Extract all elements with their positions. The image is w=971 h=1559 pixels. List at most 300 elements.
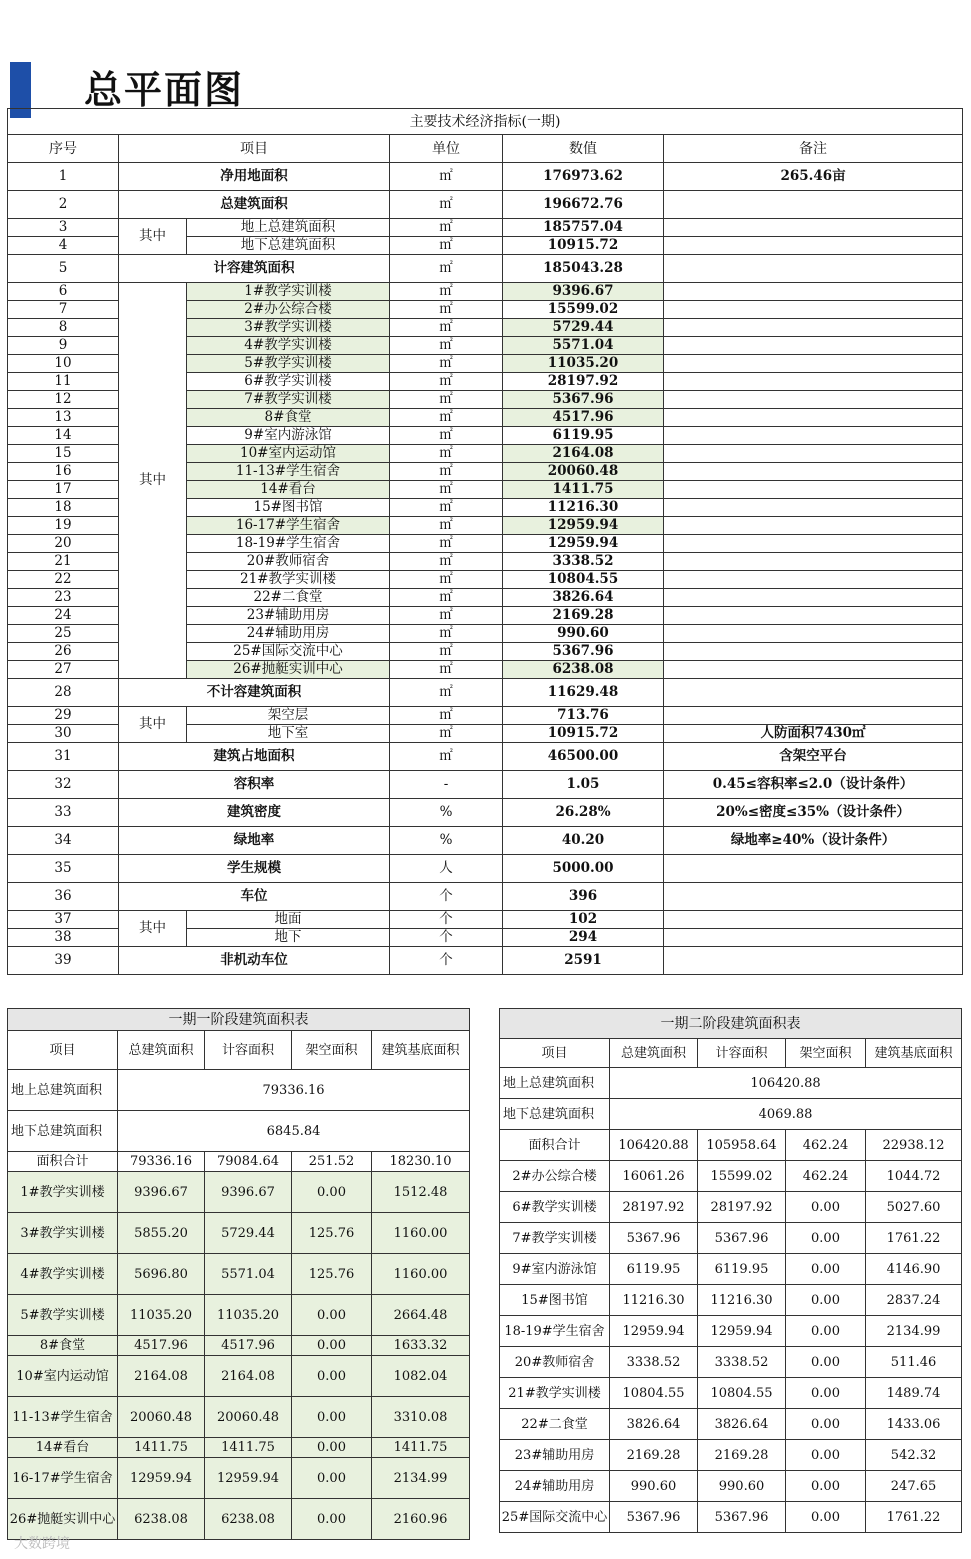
area-jidi: 511.46 <box>866 1347 962 1378</box>
value-cell: 185043.28 <box>503 255 664 283</box>
value-cell: 28197.92 <box>503 373 664 391</box>
building-name: 26#抛艇实训中心 <box>8 1499 118 1540</box>
item-name: 18-19#学生宿舍 <box>187 535 390 553</box>
row-number: 14 <box>8 427 119 445</box>
area-jidi: 1160.00 <box>372 1254 470 1295</box>
value-cell: 2169.28 <box>503 607 664 625</box>
row-number: 26 <box>8 643 119 661</box>
building-name: 20#教师宿舍 <box>500 1347 610 1378</box>
sum-total: 79336.16 <box>118 1152 205 1172</box>
note-cell <box>664 319 963 337</box>
below-ground-label: 地下总建筑面积 <box>8 1111 118 1152</box>
below-ground-label: 地下总建筑面积 <box>500 1099 610 1130</box>
area-jirong: 5367.96 <box>698 1502 786 1533</box>
unit-cell: ㎡ <box>390 643 503 661</box>
value-cell: 12959.94 <box>503 535 664 553</box>
item-name: 14#看台 <box>187 481 390 499</box>
unit-cell: ㎡ <box>390 725 503 743</box>
table-row <box>8 1152 470 1172</box>
value-cell: 10915.72 <box>503 725 664 743</box>
table-row <box>8 799 963 827</box>
table-row <box>8 255 963 283</box>
header-cell: 计容面积 <box>698 1039 786 1068</box>
table-row <box>8 135 963 163</box>
value-cell: 713.76 <box>503 707 664 725</box>
table-row <box>500 1378 962 1409</box>
item-name: 26#抛艇实训中心 <box>187 661 390 679</box>
area-jiakong: 0.00 <box>786 1285 866 1316</box>
header-cell: 项目 <box>8 1031 118 1070</box>
table-row <box>8 1213 470 1254</box>
note-cell <box>664 589 963 607</box>
sum-label: 面积合计 <box>500 1130 610 1161</box>
header-cell: 项目 <box>500 1039 610 1068</box>
item-name: 车位 <box>119 883 390 911</box>
table-row <box>8 911 963 929</box>
area-jidi: 1761.22 <box>866 1502 962 1533</box>
item-name: 容积率 <box>119 771 390 799</box>
note-cell <box>664 661 963 679</box>
table-row <box>500 1471 962 1502</box>
unit-cell: 人 <box>390 855 503 883</box>
note-cell <box>664 535 963 553</box>
note-cell <box>664 707 963 725</box>
area-total: 16061.26 <box>610 1161 698 1192</box>
note-cell <box>664 947 963 975</box>
unit-cell: 个 <box>390 947 503 975</box>
value-cell: 12959.94 <box>503 517 664 535</box>
item-name: 16-17#学生宿舍 <box>187 517 390 535</box>
row-number: 22 <box>8 571 119 589</box>
value-cell: 11035.20 <box>503 355 664 373</box>
unit-cell: ㎡ <box>390 499 503 517</box>
note-cell <box>664 409 963 427</box>
area-jirong: 12959.94 <box>205 1458 292 1499</box>
table-row <box>500 1347 962 1378</box>
area-jirong: 5571.04 <box>205 1254 292 1295</box>
value-cell: 5729.44 <box>503 319 664 337</box>
table-title: 一期一阶段建筑面积表 <box>8 1009 470 1031</box>
row-number: 1 <box>8 163 119 191</box>
area-jiakong: 0.00 <box>786 1223 866 1254</box>
value-cell: 1411.75 <box>503 481 664 499</box>
above-ground-value: 79336.16 <box>118 1070 470 1111</box>
unit-cell: ㎡ <box>390 427 503 445</box>
row-number: 25 <box>8 625 119 643</box>
table-row <box>8 743 963 771</box>
area-jiakong: 0.00 <box>786 1254 866 1285</box>
note-cell <box>664 929 963 947</box>
table-row <box>8 1397 470 1438</box>
area-total: 5367.96 <box>610 1502 698 1533</box>
row-number: 37 <box>8 911 119 929</box>
area-jirong: 6119.95 <box>698 1254 786 1285</box>
table-row <box>500 1039 962 1068</box>
area-jirong: 1411.75 <box>205 1438 292 1458</box>
value-cell: 1.05 <box>503 771 664 799</box>
phase1-area-table <box>7 1008 470 1540</box>
unit-cell: ㎡ <box>390 337 503 355</box>
table-row <box>8 1031 470 1070</box>
row-number: 29 <box>8 707 119 725</box>
area-total: 6238.08 <box>118 1499 205 1540</box>
note-cell: 人防面积7430㎡ <box>664 725 963 743</box>
item-name: 8#食堂 <box>187 409 390 427</box>
unit-cell: ㎡ <box>390 589 503 607</box>
header-cell: 架空面积 <box>786 1039 866 1068</box>
table-row <box>500 1068 962 1099</box>
note-cell: 含架空平台 <box>664 743 963 771</box>
area-jirong: 9396.67 <box>205 1172 292 1213</box>
building-name: 1#教学实训楼 <box>8 1172 118 1213</box>
area-total: 12959.94 <box>118 1458 205 1499</box>
note-cell <box>664 883 963 911</box>
note-cell <box>664 283 963 301</box>
note-cell <box>664 679 963 707</box>
area-jidi: 5027.60 <box>866 1192 962 1223</box>
item-name: 地下总建筑面积 <box>187 237 390 255</box>
unit-cell: % <box>390 799 503 827</box>
unit-cell: % <box>390 827 503 855</box>
item-name: 学生规模 <box>119 855 390 883</box>
area-total: 20060.48 <box>118 1397 205 1438</box>
group-label: 其中 <box>119 707 187 743</box>
area-jiakong: 0.00 <box>786 1440 866 1471</box>
row-number: 10 <box>8 355 119 373</box>
value-cell: 26.28% <box>503 799 664 827</box>
table-title: 一期二阶段建筑面积表 <box>500 1009 962 1039</box>
area-jidi: 1411.75 <box>372 1438 470 1458</box>
table-row <box>500 1130 962 1161</box>
table-row <box>8 855 963 883</box>
area-total: 2169.28 <box>610 1440 698 1471</box>
area-jiakong: 0.00 <box>786 1378 866 1409</box>
area-jidi: 2664.48 <box>372 1295 470 1336</box>
row-number: 9 <box>8 337 119 355</box>
area-jiakong: 0.00 <box>786 1192 866 1223</box>
item-name: 22#二食堂 <box>187 589 390 607</box>
area-jidi: 1512.48 <box>372 1172 470 1213</box>
note-cell <box>664 607 963 625</box>
building-name: 5#教学实训楼 <box>8 1295 118 1336</box>
row-number: 8 <box>8 319 119 337</box>
value-cell: 176973.62 <box>503 163 664 191</box>
table-row <box>500 1009 962 1039</box>
row-number: 38 <box>8 929 119 947</box>
building-name: 23#辅助用房 <box>500 1440 610 1471</box>
building-name: 7#教学实训楼 <box>500 1223 610 1254</box>
area-jiakong: 0.00 <box>786 1409 866 1440</box>
item-name: 净用地面积 <box>119 163 390 191</box>
item-name: 2#办公综合楼 <box>187 301 390 319</box>
note-cell: 20%≤密度≤35%（设计条件） <box>664 799 963 827</box>
sum-jiakong: 251.52 <box>292 1152 372 1172</box>
table-row <box>500 1409 962 1440</box>
note-cell <box>664 445 963 463</box>
area-jidi: 1044.72 <box>866 1161 962 1192</box>
value-cell: 5367.96 <box>503 391 664 409</box>
area-jidi: 1489.74 <box>866 1378 962 1409</box>
group-label: 其中 <box>119 283 187 679</box>
note-cell <box>664 855 963 883</box>
area-jiakong: 0.00 <box>786 1316 866 1347</box>
area-jiakong: 0.00 <box>292 1295 372 1336</box>
area-jirong: 11035.20 <box>205 1295 292 1336</box>
area-jiakong: 125.76 <box>292 1254 372 1295</box>
building-name: 25#国际交流中心 <box>500 1502 610 1533</box>
item-name: 11-13#学生宿舍 <box>187 463 390 481</box>
area-jirong: 5729.44 <box>205 1213 292 1254</box>
value-cell: 20060.48 <box>503 463 664 481</box>
header-note: 备注 <box>664 135 963 163</box>
above-ground-label: 地上总建筑面积 <box>8 1070 118 1111</box>
table-row <box>8 1009 470 1031</box>
header-cell: 建筑基底面积 <box>866 1039 962 1068</box>
table-row <box>500 1192 962 1223</box>
area-total: 9396.67 <box>118 1172 205 1213</box>
area-jiakong: 0.00 <box>292 1397 372 1438</box>
area-total: 2164.08 <box>118 1356 205 1397</box>
item-name: 3#教学实训楼 <box>187 319 390 337</box>
area-jidi: 2134.99 <box>372 1458 470 1499</box>
unit-cell: ㎡ <box>390 237 503 255</box>
value-cell: 5000.00 <box>503 855 664 883</box>
value-cell: 3826.64 <box>503 589 664 607</box>
unit-cell: ㎡ <box>390 319 503 337</box>
area-jirong: 3338.52 <box>698 1347 786 1378</box>
row-number: 3 <box>8 219 119 237</box>
row-number: 13 <box>8 409 119 427</box>
row-number: 35 <box>8 855 119 883</box>
unit-cell: ㎡ <box>390 661 503 679</box>
area-jirong: 2164.08 <box>205 1356 292 1397</box>
sum-label: 面积合计 <box>8 1152 118 1172</box>
unit-cell: ㎡ <box>390 391 503 409</box>
area-jiakong: 0.00 <box>786 1347 866 1378</box>
item-name: 15#图书馆 <box>187 499 390 517</box>
building-name: 22#二食堂 <box>500 1409 610 1440</box>
area-total: 5367.96 <box>610 1223 698 1254</box>
value-cell: 6238.08 <box>503 661 664 679</box>
item-name: 地面 <box>187 911 390 929</box>
above-ground-value: 106420.88 <box>610 1068 962 1099</box>
area-total: 28197.92 <box>610 1192 698 1223</box>
area-total: 3826.64 <box>610 1409 698 1440</box>
above-ground-label: 地上总建筑面积 <box>500 1068 610 1099</box>
table-row <box>8 883 963 911</box>
area-total: 11035.20 <box>118 1295 205 1336</box>
group-label: 其中 <box>119 219 187 255</box>
unit-cell: 个 <box>390 883 503 911</box>
note-cell: 265.46亩 <box>664 163 963 191</box>
area-jirong: 10804.55 <box>698 1378 786 1409</box>
table-row <box>8 163 963 191</box>
note-cell <box>664 391 963 409</box>
note-cell <box>664 911 963 929</box>
row-number: 19 <box>8 517 119 535</box>
note-cell <box>664 337 963 355</box>
row-number: 27 <box>8 661 119 679</box>
building-name: 11-13#学生宿舍 <box>8 1397 118 1438</box>
area-total: 10804.55 <box>610 1378 698 1409</box>
note-cell <box>664 553 963 571</box>
sum-jirong: 105958.64 <box>698 1130 786 1161</box>
unit-cell: - <box>390 771 503 799</box>
row-number: 34 <box>8 827 119 855</box>
note-cell <box>664 463 963 481</box>
table-row <box>500 1223 962 1254</box>
table-row <box>8 1254 470 1295</box>
table-row <box>8 1295 470 1336</box>
note-cell: 绿地率≥40%（设计条件） <box>664 827 963 855</box>
item-name: 建筑密度 <box>119 799 390 827</box>
item-name: 9#室内游泳馆 <box>187 427 390 445</box>
table-row <box>8 1499 470 1540</box>
item-name: 计容建筑面积 <box>119 255 390 283</box>
area-jirong: 4517.96 <box>205 1336 292 1356</box>
value-cell: 9396.67 <box>503 283 664 301</box>
row-number: 15 <box>8 445 119 463</box>
area-jirong: 2169.28 <box>698 1440 786 1471</box>
area-jirong: 3826.64 <box>698 1409 786 1440</box>
area-jidi: 4146.90 <box>866 1254 962 1285</box>
area-jiakong: 0.00 <box>292 1499 372 1540</box>
unit-cell: ㎡ <box>390 679 503 707</box>
table-row <box>8 1070 470 1111</box>
table-row <box>8 1336 470 1356</box>
value-cell: 3338.52 <box>503 553 664 571</box>
building-name: 18-19#学生宿舍 <box>500 1316 610 1347</box>
table-row <box>8 707 963 725</box>
group-label: 其中 <box>119 911 187 947</box>
unit-cell: ㎡ <box>390 409 503 427</box>
value-cell: 185757.04 <box>503 219 664 237</box>
item-name: 地上总建筑面积 <box>187 219 390 237</box>
area-jidi: 1633.32 <box>372 1336 470 1356</box>
note-cell <box>664 427 963 445</box>
area-jidi: 1761.22 <box>866 1223 962 1254</box>
row-number: 18 <box>8 499 119 517</box>
value-cell: 294 <box>503 929 664 947</box>
area-jidi: 2837.24 <box>866 1285 962 1316</box>
unit-cell: ㎡ <box>390 535 503 553</box>
value-cell: 102 <box>503 911 664 929</box>
table-row <box>500 1440 962 1471</box>
row-number: 2 <box>8 191 119 219</box>
header-unit: 单位 <box>390 135 503 163</box>
value-cell: 4517.96 <box>503 409 664 427</box>
row-number: 16 <box>8 463 119 481</box>
table-row <box>8 1172 470 1213</box>
item-name: 10#室内运动馆 <box>187 445 390 463</box>
area-jiakong: 0.00 <box>292 1458 372 1499</box>
value-cell: 10804.55 <box>503 571 664 589</box>
value-cell: 2164.08 <box>503 445 664 463</box>
value-cell: 11216.30 <box>503 499 664 517</box>
value-cell: 396 <box>503 883 664 911</box>
row-number: 11 <box>8 373 119 391</box>
below-ground-value: 4069.88 <box>610 1099 962 1130</box>
value-cell: 10915.72 <box>503 237 664 255</box>
unit-cell: ㎡ <box>390 283 503 301</box>
table-row <box>500 1161 962 1192</box>
table-row <box>8 771 963 799</box>
unit-cell: 个 <box>390 929 503 947</box>
row-number: 30 <box>8 725 119 743</box>
table-row <box>8 827 963 855</box>
area-total: 11216.30 <box>610 1285 698 1316</box>
item-name: 7#教学实训楼 <box>187 391 390 409</box>
area-jirong: 15599.02 <box>698 1161 786 1192</box>
note-cell <box>664 191 963 219</box>
row-number: 6 <box>8 283 119 301</box>
unit-cell: ㎡ <box>390 373 503 391</box>
row-number: 31 <box>8 743 119 771</box>
area-jidi: 1082.04 <box>372 1356 470 1397</box>
building-name: 15#图书馆 <box>500 1285 610 1316</box>
area-jiakong: 462.24 <box>786 1161 866 1192</box>
unit-cell: ㎡ <box>390 463 503 481</box>
unit-cell: ㎡ <box>390 445 503 463</box>
table-row <box>500 1254 962 1285</box>
table-row <box>8 1111 470 1152</box>
area-jidi: 542.32 <box>866 1440 962 1471</box>
area-jiakong: 0.00 <box>292 1336 372 1356</box>
building-name: 10#室内运动馆 <box>8 1356 118 1397</box>
note-cell <box>664 625 963 643</box>
area-total: 5855.20 <box>118 1213 205 1254</box>
table-row <box>500 1099 962 1130</box>
area-jidi: 1433.06 <box>866 1409 962 1440</box>
unit-cell: ㎡ <box>390 163 503 191</box>
unit-cell: 个 <box>390 911 503 929</box>
value-cell: 990.60 <box>503 625 664 643</box>
note-cell <box>664 643 963 661</box>
item-name: 地下 <box>187 929 390 947</box>
item-name: 建筑占地面积 <box>119 743 390 771</box>
table-row <box>500 1285 962 1316</box>
unit-cell: ㎡ <box>390 481 503 499</box>
row-number: 4 <box>8 237 119 255</box>
item-name: 绿地率 <box>119 827 390 855</box>
unit-cell: ㎡ <box>390 219 503 237</box>
value-cell: 5367.96 <box>503 643 664 661</box>
note-cell <box>664 237 963 255</box>
item-name: 1#教学实训楼 <box>187 283 390 301</box>
area-total: 6119.95 <box>610 1254 698 1285</box>
row-number: 5 <box>8 255 119 283</box>
building-name: 4#教学实训楼 <box>8 1254 118 1295</box>
note-cell: 0.45≤容积率≤2.0（设计条件） <box>664 771 963 799</box>
area-jiakong: 0.00 <box>786 1471 866 1502</box>
area-jiakong: 0.00 <box>292 1172 372 1213</box>
note-cell <box>664 255 963 283</box>
building-name: 8#食堂 <box>8 1336 118 1356</box>
row-number: 36 <box>8 883 119 911</box>
building-name: 9#室内游泳馆 <box>500 1254 610 1285</box>
table-row <box>8 191 963 219</box>
sum-jidi: 22938.12 <box>866 1130 962 1161</box>
area-total: 4517.96 <box>118 1336 205 1356</box>
sum-jidi: 18230.10 <box>372 1152 470 1172</box>
unit-cell: ㎡ <box>390 301 503 319</box>
area-jidi: 3310.08 <box>372 1397 470 1438</box>
item-name: 25#国际交流中心 <box>187 643 390 661</box>
item-name: 不计容建筑面积 <box>119 679 390 707</box>
area-jiakong: 125.76 <box>292 1213 372 1254</box>
unit-cell: ㎡ <box>390 553 503 571</box>
row-number: 21 <box>8 553 119 571</box>
